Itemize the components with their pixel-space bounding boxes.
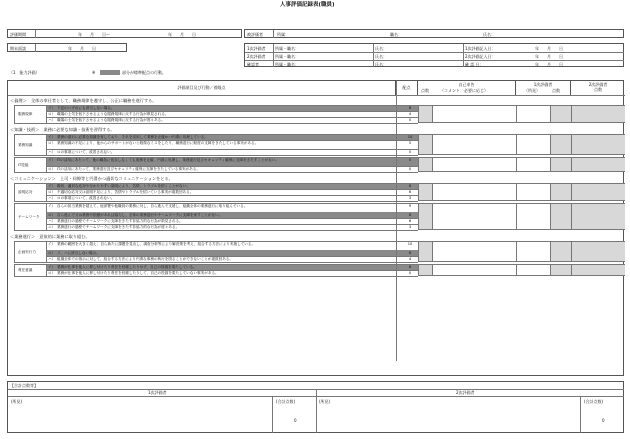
total-first-header: 1次評価者 bbox=[148, 390, 167, 395]
first-score-cell[interactable] bbox=[550, 203, 571, 230]
self-comment-cell[interactable] bbox=[432, 183, 516, 201]
first-opinion-cell[interactable] bbox=[516, 203, 550, 230]
evaluator-role: 確認者 bbox=[247, 61, 259, 67]
col-first-header bbox=[516, 81, 571, 95]
item-name: 企画実行力 bbox=[18, 249, 36, 254]
evaluator-date-label: 1次評価記入日： bbox=[465, 45, 496, 51]
criterion-text: ハ） 職場の士気を低下させるような服務規律に反する行為が度々ある。 bbox=[48, 117, 165, 122]
criterion-points: 3 bbox=[408, 225, 412, 229]
first-opinion-cell[interactable] bbox=[516, 264, 550, 276]
col-first-label: 1次評価者 bbox=[533, 82, 553, 87]
total-second-header: 2次評価者 bbox=[456, 390, 475, 395]
second-score-cell[interactable] bbox=[571, 203, 625, 230]
first-opinion-cell[interactable] bbox=[516, 157, 550, 172]
deadline-date: 年 月 日 bbox=[68, 46, 96, 51]
self-comment-cell[interactable] bbox=[432, 134, 516, 155]
period-from: 年 月 日〜 bbox=[78, 32, 110, 37]
criterion-points: 0 bbox=[408, 167, 412, 171]
item-name: 説明応対 bbox=[18, 190, 33, 194]
criterion-text: イ） ITの活用にあたって、他の職員に依存しなくても業務を正確、円滑に処理し、業務遂行及びセキュリティ確保に支障をきたすことがない。 bbox=[48, 157, 280, 162]
first-opinion-cell[interactable] bbox=[516, 134, 550, 155]
legend-swatch bbox=[100, 70, 120, 75]
first-score-cell[interactable] bbox=[550, 183, 571, 201]
period-label: 評価期間 bbox=[10, 32, 26, 37]
evaluator-role: 2次評価者 bbox=[247, 53, 266, 59]
evaluator-name: 氏名： bbox=[375, 61, 387, 67]
period-row bbox=[7, 29, 242, 38]
first-opinion-cell[interactable] bbox=[516, 241, 550, 262]
evaluation-table bbox=[7, 80, 624, 376]
total-second-score: 0 bbox=[602, 418, 605, 423]
item-name: 服務規律 bbox=[18, 112, 33, 116]
self-score-cell[interactable] bbox=[418, 157, 432, 172]
criterion-text: ロ） 業務知識の不足により、他からのサポートがないと軽微なミスをしたり、職務遂行に軽度の支障をきたしている事実がある。 bbox=[48, 140, 259, 145]
criterion-points: 0 bbox=[408, 150, 412, 154]
self-comment-cell[interactable] bbox=[432, 203, 516, 230]
col-points-label: 配点 bbox=[402, 85, 411, 90]
criterion-text: イ） 自らの担当業務を超えて、他部署や他職員の業務に対し、自ら進んで支援し、組織全体の業務遂行に取り組んでいる。 bbox=[48, 203, 248, 208]
first-score-cell[interactable] bbox=[550, 105, 571, 123]
criterion-points: 9 bbox=[408, 204, 412, 208]
criterion-points: 8 bbox=[408, 184, 412, 188]
category-heading: ＜業務遂行＞ 意欲的に業務に取り組む。 bbox=[10, 234, 90, 239]
criterion-points: 6 bbox=[408, 190, 412, 194]
evaluator-date: 年 月 日 bbox=[535, 61, 563, 67]
criterion-text: ハ） 組織全体での指示に対して、組合する方法により円滑な事務の執行を図ることができないことが複数回ある。 bbox=[48, 256, 233, 261]
criterion-points: 8 bbox=[408, 213, 412, 217]
criterion-text: ロ） イ、ハに該当しない場合。 bbox=[48, 250, 100, 255]
col-second-header bbox=[571, 81, 625, 95]
criterion-points: 0 bbox=[408, 271, 412, 275]
criterion-text: ロ） 不適切な応対又は説明不足により、苦情やトラブルを招いている事実が複数回ある。 bbox=[48, 189, 194, 194]
total-first-score-label: (合計点数) bbox=[276, 399, 296, 404]
criterion-text: イ） 業務が仕事を他人に押し付けたり責任を回避したりせず、自己の役割を果たしている。 bbox=[48, 264, 197, 269]
evaluatee-position: 職名： bbox=[390, 32, 402, 37]
criterion-text: ハ） ロの事項について、改善されない。 bbox=[48, 195, 115, 200]
criterion-points: 10 bbox=[407, 242, 413, 246]
category-heading: ＜コミュニケーション＞ 上司・同僚等と円滑かつ適切なコミュニケーションをとる。 bbox=[10, 176, 173, 181]
first-score-cell[interactable] bbox=[550, 264, 571, 276]
legend-text: 部分が標準配点の行動。 bbox=[122, 70, 166, 75]
col-first-opinion: （所見） bbox=[524, 88, 540, 93]
criterion-text: イ） 親切、適切な応対や分かりやすい説明により、苦情、トラブルを招くことがない。 bbox=[48, 183, 190, 188]
criterion-text: ロ） ITの活用にあたって、業務遂行及びセキュリティ確保に支障をきたしている事実がある。 bbox=[48, 166, 200, 171]
criterion-points: 5 bbox=[408, 158, 412, 162]
col-points-header bbox=[396, 81, 418, 95]
evaluator-dept: 所属・職名： bbox=[275, 61, 299, 67]
criterion-points: 5 bbox=[408, 141, 412, 145]
col-item-label: 評価項目及び行動／着眼点 bbox=[177, 85, 226, 90]
second-score-cell[interactable] bbox=[571, 157, 625, 172]
period-to: 年 月 日 bbox=[168, 32, 196, 37]
criterion-points: 8 bbox=[408, 251, 412, 255]
item-name: IT技能 bbox=[18, 162, 29, 167]
category-heading: ＜倫理＞ 全体の奉仕者として、職務規律を遵守し、公正に職務を遂行する。 bbox=[10, 98, 157, 103]
evaluator-date: 年 月 日 bbox=[535, 53, 563, 59]
evaluator-dept: 所属・職名： bbox=[275, 45, 299, 51]
criterion-text: ロ） 職場の士気を低下させるような服務規律に反する行為が散見される。 bbox=[48, 111, 169, 116]
criterion-points: 3 bbox=[408, 196, 412, 200]
criterion-points: 10 bbox=[407, 135, 413, 139]
evaluatee-name: 氏名： bbox=[483, 32, 495, 37]
first-score-cell[interactable] bbox=[550, 241, 571, 262]
col-second-label: 2次評価者 bbox=[588, 82, 608, 87]
col-self-label: 自己申告 bbox=[458, 82, 475, 87]
criterion-text: ハ） ロの事項について、改善されない。 bbox=[48, 149, 115, 154]
item-name: 業務知識 bbox=[18, 142, 33, 147]
item-name: チームワーク bbox=[18, 214, 40, 219]
criterion-points: 6 bbox=[408, 219, 412, 223]
criterion-text: イ） 業務の遂行に必要な知識を有しており、それを活用して業務を正確かつ円滑に処理している。 bbox=[48, 134, 208, 139]
evaluator-role: 1次評価者 bbox=[247, 45, 266, 51]
second-score-cell[interactable] bbox=[571, 134, 625, 155]
evaluator-dept: 所属・職名： bbox=[275, 53, 299, 59]
category-heading: ＜知識・技術＞ 業務に必要な知識・技術を習得する。 bbox=[10, 127, 115, 132]
self-score-cell[interactable] bbox=[418, 134, 432, 155]
criterion-points: 4 bbox=[408, 112, 412, 116]
total-second-score-label: (合計点数) bbox=[584, 399, 604, 404]
total-label: 【合計点数等】 bbox=[10, 383, 38, 388]
second-score-cell[interactable] bbox=[571, 183, 625, 201]
evaluators-block bbox=[244, 43, 624, 67]
criterion-text: ロ） 業務が仕事を他人に押し付けたり責任を回避したりして、自己の役割を果たしていない事実がある。 bbox=[48, 270, 219, 275]
deadline-row bbox=[7, 43, 127, 52]
second-score-cell[interactable] bbox=[571, 105, 625, 123]
col-item-header bbox=[8, 81, 396, 95]
first-opinion-cell[interactable] bbox=[516, 105, 550, 123]
evaluator-date-label: 確 認 日： bbox=[465, 61, 484, 67]
total-first-opinion: (所見) bbox=[11, 399, 23, 404]
evaluator-name: 氏名： bbox=[375, 53, 387, 59]
col-self-comment: （コメント：必要に応じ） bbox=[440, 88, 488, 93]
evaluatee-row bbox=[244, 29, 624, 38]
self-score-cell[interactable] bbox=[418, 183, 432, 201]
criterion-points: 8 bbox=[408, 106, 412, 110]
self-comment-cell[interactable] bbox=[432, 105, 516, 123]
criterion-text: イ） 業務の範囲を大きく超え、自ら新たに課題を見出し、調査分析等により解決策を考え、組合する方法により実施している。 bbox=[48, 241, 256, 246]
col-self-score: 点数 bbox=[421, 88, 429, 93]
evaluator-name: 氏名： bbox=[375, 45, 387, 51]
criterion-text: ニ） 業務遂行の過程でチームワークに支障をきたす非協力的な行為が度々ある。 bbox=[48, 224, 180, 229]
first-score-cell[interactable] bbox=[550, 134, 571, 155]
page-title: 人事評価記録表(職員) bbox=[280, 2, 335, 8]
first-score-cell[interactable] bbox=[550, 157, 571, 172]
self-score-cell[interactable] bbox=[418, 264, 432, 276]
second-score-cell[interactable] bbox=[571, 241, 625, 262]
section-label: （1 能力評価） bbox=[9, 70, 40, 75]
self-score-cell[interactable] bbox=[418, 203, 432, 230]
total-second-opinion: (所見) bbox=[319, 399, 331, 404]
criterion-points: 8 bbox=[408, 265, 412, 269]
col-self-header bbox=[418, 81, 516, 95]
criterion-text: イ） 下記のいずれにも該当しない場合。 bbox=[48, 105, 115, 110]
evaluator-date-label: 2次評価記入日： bbox=[465, 53, 496, 59]
self-score-cell[interactable] bbox=[418, 241, 432, 262]
criterion-points: 4 bbox=[408, 257, 412, 261]
item-name: 責任意識 bbox=[18, 268, 33, 272]
second-score-cell[interactable] bbox=[571, 264, 625, 276]
col-second-score: 点数 bbox=[594, 87, 602, 92]
self-comment-cell[interactable] bbox=[432, 264, 516, 276]
evaluatee-dept: 所属： bbox=[277, 32, 289, 37]
total-section bbox=[7, 381, 624, 433]
first-opinion-cell[interactable] bbox=[516, 183, 550, 201]
self-comment-cell[interactable] bbox=[432, 157, 516, 172]
criterion-points: 0 bbox=[408, 118, 412, 122]
evaluator-date: 年 月 日 bbox=[535, 45, 563, 51]
col-first-score: 点数 bbox=[552, 88, 560, 93]
self-score-cell[interactable] bbox=[418, 105, 432, 123]
criterion-text: ハ） 業務遂行の過程でチームワークに支障をきたす非協力的な行為が散見される。 bbox=[48, 218, 183, 223]
legend-prefix: ※ bbox=[92, 70, 96, 75]
evaluatee-label: 被評価者 bbox=[247, 32, 263, 37]
self-comment-cell[interactable] bbox=[432, 241, 516, 262]
criterion-text: ロ） 自ら進んで又は業務や依頼があれば協力し、全体の業務遂行やチームワークに支障を来すことがない。 bbox=[48, 212, 223, 217]
total-first-score: 0 bbox=[294, 418, 297, 423]
deadline-label: 期末面談 bbox=[10, 46, 26, 51]
